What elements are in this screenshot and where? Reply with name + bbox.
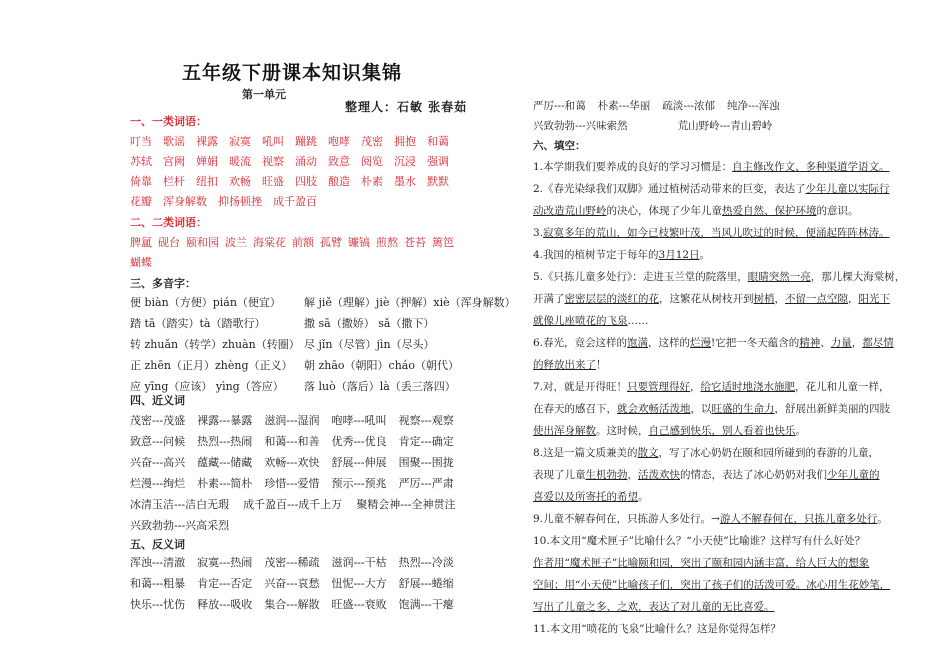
word: 浑浊---清澈 — [130, 556, 186, 569]
answer-text: 旺盛的生命力 — [711, 403, 775, 415]
qa-line — [533, 332, 905, 354]
answer-text: 3月12日 — [658, 249, 700, 261]
qa-line — [533, 574, 905, 596]
question-text: 6.春光，竟会这样的 — [533, 337, 628, 349]
word: 朴素 — [361, 175, 383, 188]
answer-text: 力量 — [830, 337, 852, 349]
question-text: ，这繁花从树枝开到 — [659, 293, 754, 305]
word: 致意 — [328, 155, 350, 168]
qa-line — [533, 530, 905, 552]
word: 兴致勃勃---兴高采烈 — [130, 519, 230, 532]
qa-item — [533, 332, 905, 376]
polyphone: 朝 zhāo（朝阳）cháo（朝代） — [304, 359, 459, 372]
word: 茂密 — [361, 135, 383, 148]
word: 茂密---稀疏 — [264, 556, 320, 569]
qa-item — [533, 222, 905, 244]
word: 兴致勃勃---兴味索然 — [533, 120, 628, 132]
word: 涌动 — [295, 155, 317, 168]
question-text: 开满了 — [533, 293, 565, 305]
question-text: 10.本文用“魔术匣子”比喻什么？“小天使”比喻谁？这样写有什么好处？ — [533, 535, 866, 547]
qa-item — [533, 244, 905, 266]
compiler-line: 整理人：石敏 张春茹 — [345, 100, 468, 114]
word: 宫阙 — [163, 155, 185, 168]
qa-line — [533, 376, 905, 398]
question-text: 7.对，就是开得旺！ — [533, 381, 628, 393]
word: 肯定---否定 — [197, 577, 253, 590]
word: 欢畅 — [229, 175, 251, 188]
word: 滋润---干枯 — [331, 556, 387, 569]
polyphone: 踏 tā（踏实）tà（踏歌行） — [130, 317, 266, 330]
question-text: ，花儿和儿童一样， — [795, 381, 890, 393]
answer-text: 少年儿童以实际行 — [805, 183, 890, 195]
word: 蹦跳 — [295, 135, 317, 148]
word-row — [130, 234, 460, 250]
word: 纽扣 — [196, 175, 218, 188]
qa-line — [533, 596, 905, 618]
word: 舒展---伸展 — [331, 456, 387, 469]
qa-line — [533, 508, 905, 530]
polyphone-row — [130, 315, 446, 331]
qa-item — [533, 442, 905, 508]
word: 热烈---热闹 — [197, 435, 253, 448]
question-text: 。 — [877, 513, 888, 525]
word-row — [130, 173, 460, 189]
answer-text: 使出浑身解数 — [533, 425, 596, 437]
answer-text: 就像儿座喷花的飞泉 — [533, 315, 628, 327]
answer-text: 的释放出来了 — [533, 359, 596, 371]
section-heading: 一、一类词语： — [130, 115, 207, 128]
qa-line — [533, 486, 905, 508]
word: 酿造 — [328, 175, 350, 188]
polyphone: 撒 sā（撒娇） sǎ（撒下） — [304, 317, 435, 330]
question-text: 的情态，表达了冰心奶奶对我们 — [680, 469, 827, 481]
word: 和蔼 — [427, 135, 449, 148]
word: 兴奋---高兴 — [130, 456, 186, 469]
word: 致意---问候 — [130, 435, 186, 448]
section-heading: 二、二类词语： — [130, 216, 207, 229]
qa-line — [533, 266, 905, 288]
word-row — [130, 254, 158, 270]
answer-text: 喜爱以及所寄托的希望 — [533, 491, 638, 503]
answer-text: 阳光下 — [858, 293, 890, 305]
polyphone: 便 biàn（方便）pián（便宜） — [130, 296, 281, 309]
answer-text: 就会欢畅活泼地 — [617, 403, 691, 415]
word: 茂密---茂盛 — [130, 414, 186, 427]
answer-text: 活泼欢快 — [638, 469, 680, 481]
qa-line — [533, 156, 905, 178]
word: 阅览 — [361, 155, 383, 168]
word: 烂漫---绚烂 — [130, 477, 186, 490]
question-text: 4.我国的植树节定于每年的 — [533, 249, 659, 261]
word-row — [130, 433, 466, 449]
word: 疏淡---浓郁 — [662, 100, 715, 112]
page-title: 五年级下册课本知识集锦 — [182, 62, 403, 84]
qa-line — [533, 618, 905, 640]
answer-text: 动改造荒山野岭 — [533, 205, 607, 217]
polyphone: 尽 jǐn（尽管）jìn（尽头） — [304, 338, 435, 351]
qa-line — [533, 552, 905, 574]
answer-text: 饱满 — [627, 337, 649, 349]
word: 拥抱 — [394, 135, 416, 148]
word: 热烈---冷淡 — [398, 556, 454, 569]
word: 和蔼---和善 — [264, 435, 320, 448]
question-text: ，这样的 — [648, 337, 691, 349]
word: 蝴蝶 — [130, 256, 152, 269]
word: 珍惜---爱惜 — [264, 477, 320, 490]
answer-text: 只要管理得好 — [627, 381, 691, 393]
word-row — [130, 596, 466, 612]
word: 荒山野岭---青山碧岭 — [677, 120, 773, 132]
word: 视察---观察 — [398, 414, 454, 427]
word: 成千盈百---成千上万 — [243, 498, 343, 511]
answer-text: 生机勃勃 — [585, 469, 628, 481]
word-row — [130, 454, 466, 470]
word: 兴奋---哀愁 — [264, 577, 320, 590]
word-row — [130, 412, 466, 428]
question-text: …… — [627, 315, 649, 327]
polyphone-row — [130, 294, 528, 310]
question-text: ！ — [596, 359, 607, 371]
word: 旺盛---衰败 — [331, 598, 387, 611]
word: 朴素---华丽 — [597, 100, 651, 112]
word: 歌谣 — [163, 135, 185, 148]
word: 苏轼 — [130, 155, 152, 168]
answer-text: 空间；用“小天使”比喻孩子们，突出了孩子们的活泼可爱。冰心用生花妙笔， — [533, 579, 891, 591]
word: 旺盛 — [262, 175, 284, 188]
answer-text: 寂寞多年的荒山，如今已枝繁叶茂，当风儿吹过的时候，便涌起阵阵林涛。 — [543, 227, 890, 239]
word: 抑扬顿挫 — [218, 195, 262, 208]
word: 释放---吸收 — [197, 598, 253, 611]
question-text: 3. — [533, 227, 544, 239]
word: 肯定---确定 — [398, 435, 454, 448]
question-text: 。 — [638, 491, 649, 503]
qa-line — [533, 420, 905, 442]
answer-text: 都尽情 — [862, 337, 894, 349]
answer-text: 树梢 — [753, 293, 775, 305]
word: 滋润---湿润 — [264, 414, 320, 427]
word: 成千盈百 — [273, 195, 317, 208]
word: 裸露 — [196, 135, 218, 148]
word-row — [533, 98, 792, 113]
word: 朴素---简朴 — [197, 477, 253, 490]
section-heading: 五、反义词 — [130, 538, 185, 551]
qa-line — [533, 200, 905, 222]
qa-item — [533, 508, 905, 530]
qa-line — [533, 354, 905, 376]
word: 默默 — [427, 175, 449, 188]
polyphone: 应 yīng（应该） yìng（答应） — [130, 380, 284, 393]
qa-line — [533, 310, 905, 332]
question-text: 表现了儿童 — [533, 469, 586, 481]
word-row — [130, 133, 460, 149]
question-text: 9.儿童不解春何在，只拣游人多处行。→ — [533, 513, 720, 525]
word: 蕴藏---储藏 — [197, 456, 253, 469]
word: 颐和园 — [186, 236, 219, 249]
word: 寂寞 — [229, 135, 251, 148]
question-text: 的决心，体现了少年儿童 — [606, 205, 722, 217]
word-row — [533, 118, 784, 133]
answer-text: 给它适时地浇水施肥 — [700, 381, 796, 393]
answer-text: 少年儿童的 — [827, 469, 880, 481]
word: 强调 — [427, 155, 449, 168]
question-text: 。这时候， — [596, 425, 649, 437]
answer-text: 作者用“魔术匣子”比喻颐和园，突出了颐和园内涵丰富，给人巨大的想象 — [533, 557, 870, 569]
word: 叮当 — [130, 135, 152, 148]
answer-text: 密密层层的淡红的花 — [564, 293, 659, 305]
question-text: ， — [851, 337, 863, 349]
question-text: 2.《春光染绿我们双脚》通过植树活动带来的巨变，表达了 — [533, 183, 806, 195]
answer-text: 自己感到快乐，别人看着也快乐 — [648, 425, 796, 437]
qa-item — [533, 156, 905, 178]
question-text: ， — [774, 293, 785, 305]
question-text: 、 — [820, 337, 831, 349]
section-heading: 四、近义词 — [130, 394, 185, 407]
qa-item — [533, 618, 905, 640]
word: 寂寞---热闹 — [197, 556, 253, 569]
word: 视察 — [262, 155, 284, 168]
word: 快乐---忧伤 — [130, 598, 186, 611]
qa-line — [533, 398, 905, 420]
word: 严厉---和蔼 — [533, 100, 586, 112]
answer-text: 散文 — [637, 447, 659, 459]
question-text: 11.本文用“喷花的飞泉”比喻什么？这是你觉得怎样？ — [533, 623, 781, 635]
word: 砚台 — [158, 236, 180, 249]
polyphone: 落 luò（落后）là（丢三落四） — [304, 380, 456, 393]
qa-line — [533, 244, 905, 266]
word: 脾氲 — [130, 236, 152, 249]
qa-line — [533, 288, 905, 310]
word: 婵娟 — [196, 155, 218, 168]
qa-item — [533, 178, 905, 222]
word: 和蔼---粗暴 — [130, 577, 186, 590]
word: 孤臂 — [320, 236, 342, 249]
word: 忸怩---大方 — [331, 577, 387, 590]
question-text: 8.这是一篇文质兼美的 — [533, 447, 638, 459]
polyphone-row — [130, 336, 447, 352]
word: 篱笆 — [432, 236, 454, 249]
qa-item — [533, 530, 905, 618]
polyphone: 解 jiě（理解）jiè（押解）xiè（浑身解数） — [304, 296, 516, 309]
answer-text: 写出了儿童之多、之欢，表达了对儿童的无比喜爱。 — [533, 601, 775, 613]
word-row — [130, 475, 466, 491]
word: 咆哮 — [328, 135, 350, 148]
word: 苍苔 — [404, 236, 426, 249]
question-text: ， — [848, 293, 859, 305]
polyphone: 正 zhēn（正月）zhèng（正义） — [130, 359, 293, 372]
question-text: ，以 — [690, 403, 712, 415]
word: 暖流 — [229, 155, 251, 168]
answer-text: 精神 — [799, 337, 821, 349]
word: 墨水 — [394, 175, 416, 188]
word: 严厉---严肃 — [398, 477, 454, 490]
section-heading: 三、多音字： — [130, 277, 196, 290]
question-text: 。 — [699, 249, 711, 261]
question-text: ， — [690, 381, 701, 393]
qa-item — [533, 376, 905, 442]
word: 优秀---优良 — [331, 435, 387, 448]
word: 欢畅---欢快 — [264, 456, 320, 469]
word: 围聚---围拢 — [398, 456, 454, 469]
question-text: ，写了冰心奶奶在颐和园所碰到的春游的儿童， — [658, 447, 880, 459]
polyphone-row — [130, 357, 471, 373]
word-row — [130, 554, 466, 570]
question-text: 在春天的感召下， — [533, 403, 617, 415]
question-text: 1.本学期我们要养成的良好的学习习惯是： — [533, 161, 733, 173]
qa-line — [533, 178, 905, 200]
word: 聚精会神---全神贯注 — [356, 498, 456, 511]
question-text: !它把一冬天蕴含的 — [711, 337, 800, 349]
word: 舒展---蜷缩 — [398, 577, 454, 590]
word: 四肢 — [295, 175, 317, 188]
polyphone: 转 zhuǎn（转学）zhuàn（转圈） — [130, 338, 300, 351]
unit-heading: 第一单元 — [242, 88, 286, 101]
question-text: ，舒展出新鲜美丽的四肢 — [774, 403, 890, 415]
answer-text: 烂漫 — [690, 337, 712, 349]
qa-line — [533, 442, 905, 464]
word: 花瓣 — [130, 195, 152, 208]
question-text: 的意识。 — [816, 205, 859, 217]
qa-line — [533, 222, 905, 244]
question-text: 5.《只拣儿童多处行》：走进玉兰堂的院落里， — [533, 271, 748, 283]
answer-text: 热爱自然、保护环境 — [722, 205, 817, 217]
word: 浑身解数 — [163, 195, 207, 208]
question-text: ， — [627, 469, 638, 481]
word: 沉浸 — [394, 155, 416, 168]
word: 镰镐 — [348, 236, 370, 249]
word: 波兰 — [225, 236, 247, 249]
word-row — [130, 575, 466, 591]
word-row — [130, 153, 460, 169]
answer-text: 眼睛突然一亮 — [747, 271, 811, 283]
section-heading: 六、填空： — [533, 140, 586, 152]
word: 吼叫 — [262, 135, 284, 148]
word: 饱满---干瘪 — [398, 598, 454, 611]
word-row — [130, 193, 328, 209]
word: 纯净---浑浊 — [726, 100, 780, 112]
word: 冰清玉洁---洁白无瑕 — [130, 498, 230, 511]
word: 预示---预兆 — [331, 477, 387, 490]
word: 栏杆 — [163, 175, 185, 188]
qa-line — [533, 464, 905, 486]
word-row — [130, 517, 241, 533]
word: 煎熬 — [376, 236, 398, 249]
word: 前额 — [292, 236, 314, 249]
question-text: ，那儿棵大海棠树， — [810, 271, 906, 283]
word: 咆哮---吼叫 — [331, 414, 387, 427]
word-row — [130, 496, 469, 512]
question-text: 。 — [795, 425, 806, 437]
word: 集合---解散 — [264, 598, 320, 611]
word: 倚靠 — [130, 175, 152, 188]
word: 海棠花 — [253, 236, 286, 249]
answer-text: 不留一点空隙 — [785, 293, 848, 305]
word: 裸露---暴露 — [197, 414, 253, 427]
qa-item — [533, 266, 905, 332]
answer-text: 游人不解春何在，只拣儿童多处行 — [719, 513, 878, 525]
answer-text: 自主修改作文、多种渠道学语文。 — [732, 161, 890, 173]
